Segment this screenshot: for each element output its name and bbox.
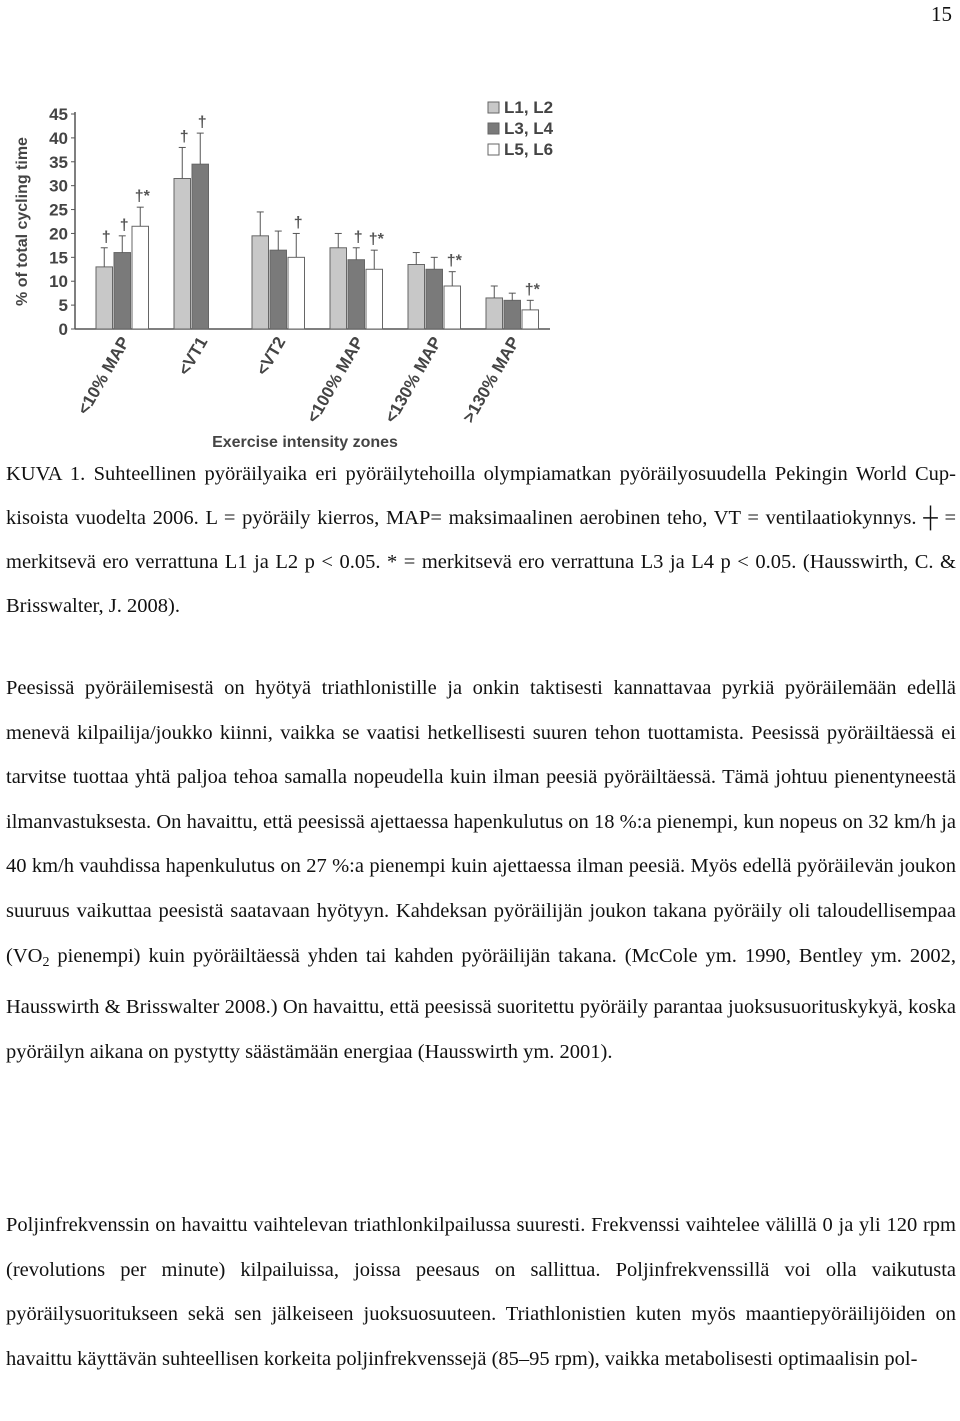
bar (174, 179, 191, 330)
significance-mark: † (101, 228, 111, 246)
y-tick-label: 10 (49, 272, 68, 292)
x-tick-label: <100% MAP (303, 333, 368, 427)
bar (192, 164, 209, 329)
paragraph-drafting (6, 666, 956, 1074)
bar (330, 248, 347, 329)
bar (270, 250, 287, 329)
bar (486, 298, 503, 329)
figure-caption (6, 452, 956, 628)
bar (114, 253, 131, 329)
bar (288, 257, 305, 329)
significance-mark: † (197, 114, 207, 132)
bar (522, 310, 539, 329)
y-tick-label: 45 (49, 105, 68, 124)
subscript-2: 2 (42, 954, 50, 970)
y-tick-label: 5 (58, 296, 68, 316)
significance-mark: †* (446, 252, 462, 270)
bar-chart (0, 95, 560, 455)
x-tick-label: <VT2 (252, 333, 290, 379)
x-tick-label: <130% MAP (381, 333, 446, 427)
y-tick-label: 30 (49, 176, 68, 196)
y-tick-label: 40 (49, 128, 68, 148)
significance-mark: †* (134, 188, 150, 206)
y-tick-label: 35 (49, 152, 68, 172)
caption-text-1: KUVA 1. Suhteellinen pyöräilyaika eri pyöräilytehoilla olympiamatkan pyöräilyosuudella Pekingin World Cup-kisoista vuodelta 2006. L = pyöräily kierros, MAP= maksimaalinen aerobinen teho, VT = ventilaatiokynnys. (6, 463, 956, 529)
bar (426, 269, 443, 329)
bar (408, 265, 425, 330)
x-axis-label: Exercise intensity zones (212, 434, 398, 451)
paragraph-cadence: Poljinfrekvenssin on havaittu vaihtelevan triathlonkilpailussa suuresti. Frekvenssi vaihtelee välillä 0 ja yli 120 rpm (revolutions per minute) kilpailuissa, joissa peesaus on sallittua. Poljinfrekvenssillä voi olla vaikutusta pyöräilysuoritukseen sekä sen jälkeiseen juoksuosuuteen. Triathlonistien kuten myös maantiepyöräilijöiden on havaittu käyttävän suhteellisen korkeita poljinfrekvenssejä (85–95 rpm), vaikka metabolisesti optimaalisin pol- (6, 1214, 956, 1370)
legend-swatch (488, 144, 499, 155)
legend-label: L3, L4 (504, 119, 554, 138)
paragraph-1-text-b: pienempi) kuin pyöräiltäessä yhden tai kahden pyöräilijän takana. (McCole ym. 1990, Bentley ym. 2002, Hausswirth & Brisswalter 2008.) On havaittu, että peesissä suoritettu pyöräily parantaa juoksusuorituskykyä, koska pyöräilyn aikana on pystytty säästämään energiaa (Hausswirth ym. 2001). (6, 944, 956, 1063)
bar (132, 226, 149, 329)
significance-mark: †* (524, 281, 540, 299)
bar (504, 300, 521, 329)
legend-label: L1, L2 (504, 98, 554, 117)
x-tick-label: <VT1 (174, 333, 212, 379)
bar (444, 286, 461, 329)
bar (366, 269, 383, 329)
page-number: 15 (931, 2, 952, 26)
paragraph-1-text-a: Peesissä pyöräilemisestä on hyötyä triathlonistille ja onkin taktisesti kannattavaa pyrkiä pyöräilemään edellä menevä kilpailija/joukko kiinni, vaikka se vaatisi hetkellisesti suuren tehon tuottamista. Peesissä pyöräiltäessä ei tarvitse tuottaa yhtä paljoa tehoa samalla nopeudella kuin ilman peesiä pyöräiltäessä. Tämä johtuu pienentyneestä ilmanvastuksesta. On havaittu, että peesissä ajettaessa hapenkulutus on 18 %:a pienempi, kun nopeus on 32 km/h ja 40 km/h vauhdissa hapenkulutus on 27 %:a pienempi kuin ajettaessa ilman peesiä. Myös edellä pyöräilevän joukon suuruus vaikuttaa peesistä saatavaan hyötyyn. Kahdeksan pyöräilijän joukon takana pyöräily oli taloudellisempaa (VO (6, 677, 956, 967)
bar (252, 236, 269, 329)
y-tick-label: 0 (58, 320, 68, 339)
significance-mark: † (119, 216, 129, 234)
caption-text-2: = merkitsevä ero verrattuna L1 ja L2 p < 0.05. * = merkitsevä ero verrattuna L3 ja L4 p < 0.05. (Hausswirth, C. & Brisswalter, J. 2008). (6, 507, 957, 617)
significance-mark: † (293, 214, 303, 232)
significance-mark: † (179, 128, 189, 146)
bar (348, 260, 365, 329)
bar (96, 267, 113, 329)
legend-swatch (488, 102, 499, 113)
significance-mark: †* (368, 231, 384, 249)
x-tick-label: >130% MAP (459, 333, 524, 427)
legend-swatch (488, 123, 499, 134)
y-tick-label: 15 (49, 248, 68, 268)
dagger-symbol: ┼ (923, 507, 938, 529)
legend-label: L5, L6 (504, 140, 554, 159)
y-tick-label: 25 (49, 200, 68, 220)
significance-mark: † (353, 228, 363, 246)
y-tick-label: 20 (49, 224, 68, 244)
y-axis-label: % of total cycling time (14, 137, 31, 306)
x-tick-label: <10% MAP (73, 333, 134, 418)
